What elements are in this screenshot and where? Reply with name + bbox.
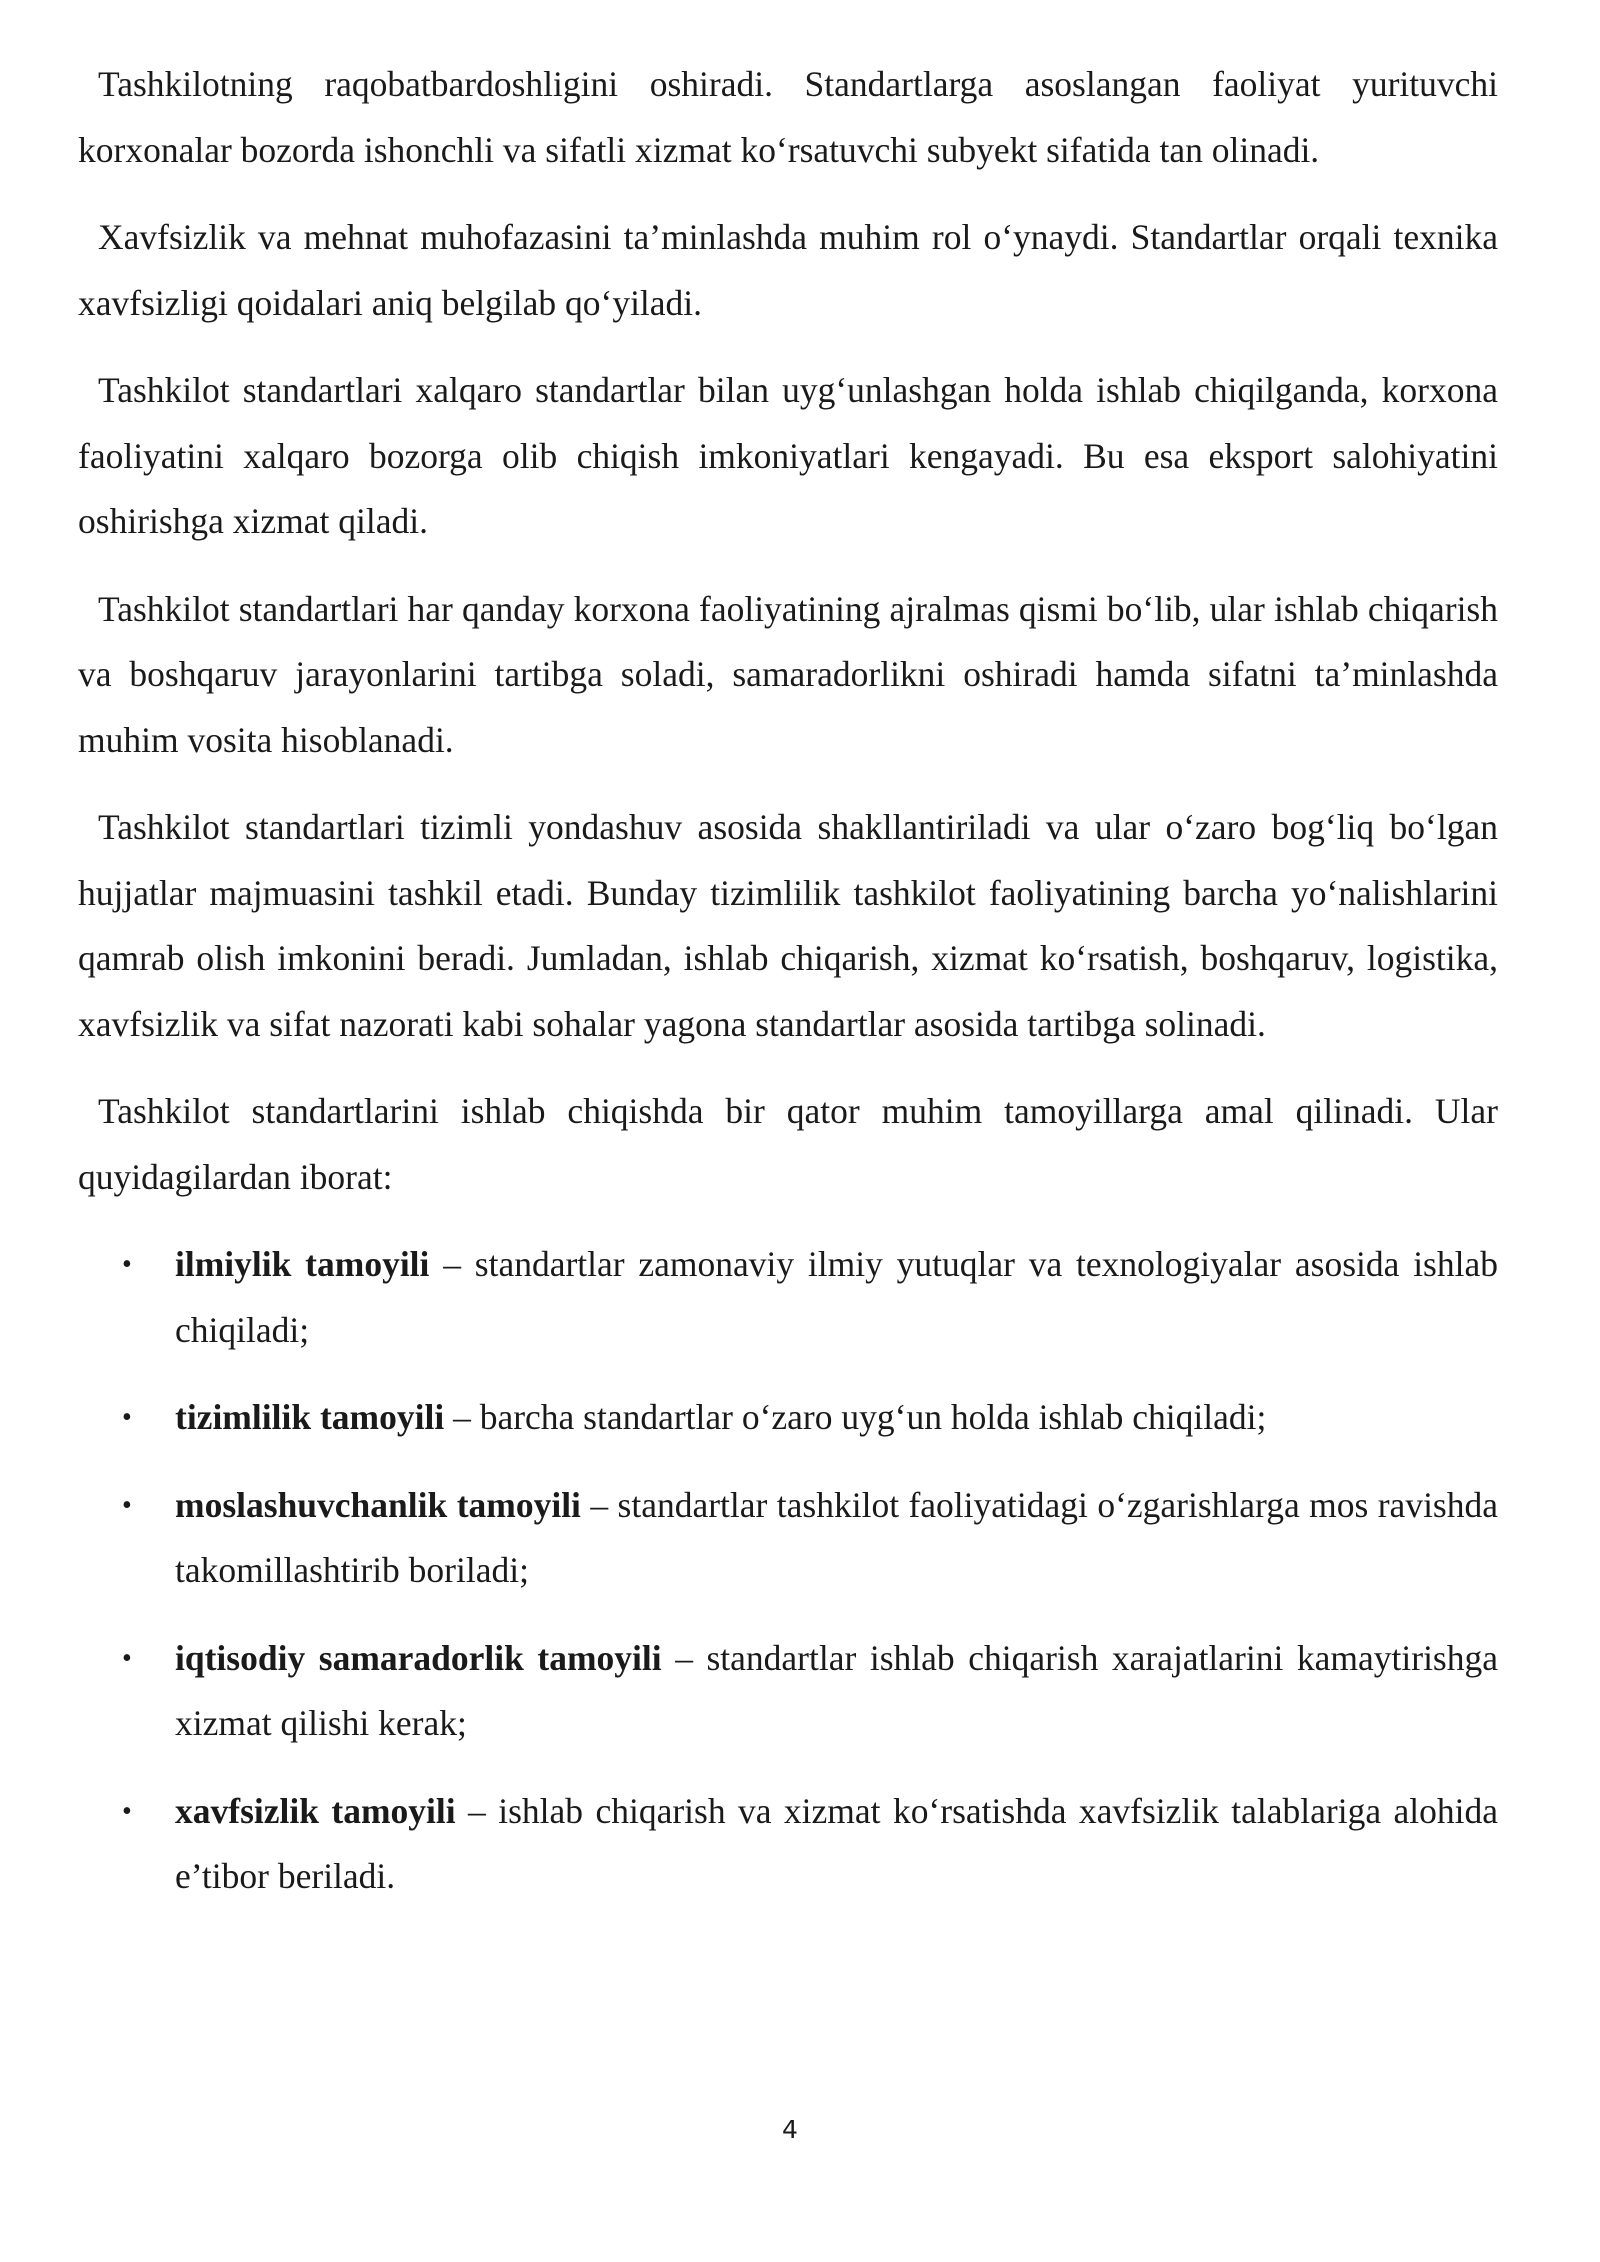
principle-text: – ishlab chiqarish va xizmat ko‘rsatishda xavfsizlik talablariga alohida e’tibor beriladi.	[175, 1790, 1498, 1896]
list-item	[78, 1779, 1498, 1910]
principle-text: – barcha standartlar o‘zaro uyg‘un holda ishlab chiqiladi;	[444, 1397, 1267, 1437]
bullet-icon: •	[122, 1489, 132, 1521]
principle-term: xavfsizlik tamoyili	[175, 1790, 456, 1831]
principle-text: – standartlar ishlab chiqarish xarajatlarini kamaytirishga xizmat qilishi kerak;	[175, 1637, 1498, 1743]
bullet-icon: •	[122, 1402, 132, 1433]
paragraph-integral-part: Tashkilot standartlari har qanday korxona faoliyatining ajralmas qismi bo‘lib, ular ishlab chiqarish va boshqaruv jarayonlarini tartibga soladi, samaradorlikni oshiradi hamda sifatni ta’minlashda muhim vosita hisoblanadi.	[78, 588, 1498, 760]
bullet-icon: •	[122, 1249, 132, 1280]
page-number: 4	[782, 2115, 798, 2144]
paragraph-principles-intro: Tashkilot standartlarini ishlab chiqishda bir qator muhim tamoyillarga amal qilinadi. Ular quyidagilardan iborat:	[78, 1091, 1498, 1197]
paragraph-international-standards: Tashkilot standartlari xalqaro standartlar bilan uyg‘unlashgan holda ishlab chiqilganda, korxona faoliyatini xalqaro bozorga olib chiqish imkoniyatlari kengayadi. Bu esa eksport salohiyatini oshirishga xizmat qiladi.	[78, 370, 1498, 541]
bullet-icon: •	[122, 1642, 132, 1674]
principle-term: ilmiylik tamoyili	[175, 1244, 430, 1284]
list-item	[78, 1626, 1498, 1757]
paragraph-competitiveness: Tashkilotning raqobatbardoshligini oshiradi. Standartlarga asoslangan faoliyat yurituvchi korxonalar bozorda ishonchli va sifatli xizmat ko‘rsatuvchi subyekt sifatida tan olinadi.	[78, 64, 1498, 170]
bullet-icon: •	[122, 1795, 132, 1827]
principles-list	[78, 1232, 1498, 1910]
principle-term: tizimlilik tamoyili	[175, 1397, 445, 1437]
document-page	[78, 52, 1498, 1932]
list-item	[78, 1385, 1498, 1451]
list-item	[78, 1473, 1498, 1604]
paragraph-systematic-approach: Tashkilot standartlari tizimli yondashuv asosida shakllantiriladi va ular o‘zaro bog‘liq bo‘lgan hujjatlar majmuasini tashkil etadi. Bunday tizimlilik tashkilot faoliyatining barcha yo‘nalishlarini qamrab olish imkonini beradi. Jumladan, ishlab chiqarish, xizmat ko‘rsatish, boshqaruv, logistika, xavfsizlik va sifat nazorati kabi sohalar yagona standartlar asosida tartibga solinadi.	[78, 807, 1498, 1044]
paragraph-safety: Xavfsizlik va mehnat muhofazasini ta’minlashda muhim rol o‘ynaydi. Standartlar orqali texnika xavfsizligi qoidalari aniq belgilab qo‘yiladi.	[78, 217, 1498, 323]
principle-term: iqtisodiy samaradorlik tamoyili	[175, 1637, 662, 1678]
principle-text: – standartlar zamonaviy ilmiy yutuqlar va texnologiyalar asosida ishlab chiqiladi;	[175, 1244, 1498, 1350]
list-item	[78, 1232, 1498, 1363]
principle-text: – standartlar tashkilot faoliyatidagi o‘zgarishlarga mos ravishda takomillashtirib boriladi;	[175, 1484, 1498, 1590]
principle-term: moslashuvchanlik tamoyili	[175, 1484, 581, 1525]
